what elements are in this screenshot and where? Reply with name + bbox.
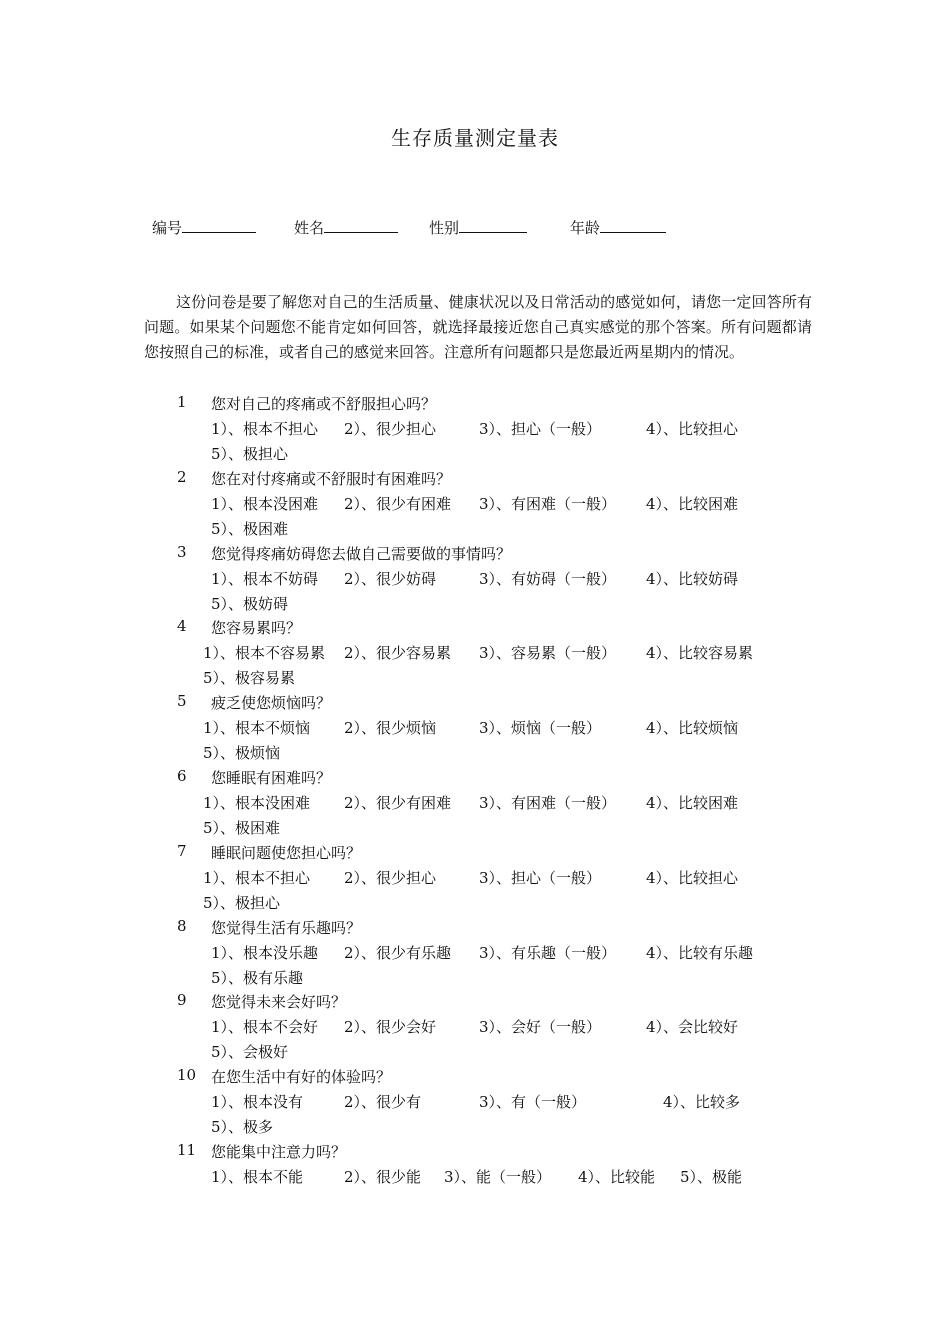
answer-option[interactable]: 1）、根本没乐趣 <box>211 943 319 962</box>
answer-option[interactable]: 5）、会极好 <box>211 1043 289 1062</box>
answer-option[interactable]: 4）、比较妨碍 <box>646 569 739 588</box>
answer-option[interactable]: 1）、根本不能 <box>211 1168 304 1186</box>
answer-option[interactable]: 5）、极容易累 <box>203 669 296 688</box>
answer-option[interactable]: 5）、极担心 <box>203 893 281 912</box>
answer-option[interactable]: 5）、极困难 <box>211 519 289 538</box>
answer-option[interactable]: 4）、比较担心 <box>646 868 739 887</box>
question-number: 9 <box>177 991 187 1010</box>
question-text: 疲乏使您烦恼吗？ <box>211 694 332 713</box>
age-label: 年龄 <box>570 219 601 237</box>
page-title: 生存质量测定量表 <box>391 126 559 150</box>
answer-option[interactable]: 4）、比较多 <box>663 1093 741 1112</box>
answer-option[interactable]: 3）、担心（一般） <box>479 868 602 887</box>
question-text: 在您生活中有好的体验吗？ <box>211 1068 392 1087</box>
answer-option[interactable]: 2）、很少有 <box>344 1093 422 1112</box>
answer-option[interactable]: 3）、有（一般） <box>479 1093 587 1112</box>
question-item <box>0 617 950 692</box>
answer-option[interactable]: 4）、比较能 <box>578 1168 656 1186</box>
answer-option[interactable]: 4）、比较困难 <box>646 494 739 513</box>
answer-option[interactable]: 2）、很少烦恼 <box>344 719 437 738</box>
number-label: 编号 <box>152 219 183 237</box>
answer-option[interactable]: 2）、很少有乐趣 <box>344 943 452 962</box>
answer-option[interactable]: 3）、有困难（一般） <box>479 494 617 513</box>
name-field[interactable] <box>294 217 398 238</box>
answer-option[interactable]: 4）、比较困难 <box>646 794 739 812</box>
question-item <box>0 917 950 992</box>
question-number: 11 <box>177 1141 197 1159</box>
question-number: 2 <box>177 467 187 486</box>
question-text: 您觉得未来会好吗？ <box>211 993 347 1012</box>
question-item <box>0 393 950 468</box>
answer-option[interactable]: 1）、根本不烦恼 <box>203 719 311 738</box>
answer-option[interactable]: 2）、很少容易累 <box>344 644 452 663</box>
answer-option[interactable]: 4）、会比较好 <box>646 1018 739 1037</box>
question-item <box>0 543 950 618</box>
answer-option[interactable]: 2）、很少有困难 <box>344 794 452 812</box>
answer-option[interactable]: 3）、烦恼（一般） <box>479 719 602 738</box>
name-label: 姓名 <box>294 219 325 237</box>
question-number: 1 <box>177 393 187 411</box>
question-number: 8 <box>177 916 187 935</box>
answer-option[interactable]: 2）、很少妨碍 <box>344 569 437 588</box>
question-number: 5 <box>177 692 187 711</box>
question-item <box>0 991 950 1066</box>
answer-option[interactable]: 3）、有妨碍（一般） <box>479 569 617 588</box>
answer-option[interactable]: 2）、很少担心 <box>344 420 437 438</box>
answer-option[interactable]: 2）、很少会好 <box>344 1018 437 1037</box>
answer-option[interactable]: 3）、有乐趣（一般） <box>479 943 617 962</box>
age-field[interactable] <box>570 217 666 238</box>
answer-option[interactable]: 4）、比较有乐趣 <box>646 943 754 962</box>
answer-option[interactable]: 5）、极担心 <box>211 445 289 463</box>
answer-option[interactable]: 5）、极有乐趣 <box>211 968 304 987</box>
answer-option[interactable]: 5）、极能 <box>680 1168 743 1186</box>
question-number: 10 <box>177 1066 197 1085</box>
gender-field[interactable] <box>429 217 527 238</box>
gender-label: 性别 <box>429 219 460 237</box>
intro-paragraph: 这份问卷是要了解您对自己的生活质量、健康状况以及日常活动的感觉如何，请您一定回答所有问题。如果某个问题您不能肯定如何回答，就选择最接近您自己真实感觉的那个答案。所有问题都请您按照自己的标准，或者自己的感觉来回答。注意所有问题都只是您最近两星期内的情况。 <box>144 293 812 361</box>
answer-option[interactable]: 5）、极困难 <box>203 819 281 837</box>
age-blank[interactable] <box>600 218 666 233</box>
question-text: 您觉得生活有乐趣吗？ <box>211 918 362 937</box>
answer-option[interactable]: 1）、根本不担心 <box>203 868 311 887</box>
answer-option[interactable]: 2）、很少担心 <box>344 868 437 887</box>
question-text: 睡眠问题使您担心吗？ <box>211 843 362 862</box>
answer-option[interactable]: 5）、极多 <box>211 1118 274 1137</box>
question-text: 您对自己的疼痛或不舒服担心吗？ <box>211 395 437 413</box>
answer-option[interactable]: 2）、很少有困难 <box>344 494 452 513</box>
answer-option[interactable]: 1）、根本没困难 <box>203 794 311 812</box>
answer-option[interactable]: 4）、比较烦恼 <box>646 719 739 738</box>
question-number: 6 <box>177 767 187 785</box>
question-number: 7 <box>177 841 187 860</box>
question-item <box>0 468 950 543</box>
question-item <box>0 1141 950 1216</box>
answer-option[interactable]: 4）、比较容易累 <box>646 644 754 663</box>
question-number: 4 <box>177 617 187 636</box>
gender-blank[interactable] <box>459 218 527 233</box>
answer-option[interactable]: 1）、根本没有 <box>211 1093 304 1112</box>
question-item <box>0 767 950 842</box>
answer-option[interactable]: 5）、极烦恼 <box>203 744 281 763</box>
number-field[interactable] <box>152 217 256 238</box>
question-text: 您能集中注意力吗？ <box>211 1143 347 1161</box>
number-blank[interactable] <box>182 218 256 233</box>
question-number: 3 <box>177 542 187 561</box>
answer-option[interactable]: 1）、根本不担心 <box>211 420 319 438</box>
answer-option[interactable]: 4）、比较担心 <box>646 420 739 438</box>
answer-option[interactable]: 3）、容易累（一般） <box>479 644 617 663</box>
answer-option[interactable]: 1）、根本不容易累 <box>203 644 326 663</box>
answer-option[interactable]: 3）、有困难（一般） <box>479 794 617 812</box>
question-text: 您睡眠有困难吗？ <box>211 769 332 787</box>
answer-option[interactable]: 3）、会好（一般） <box>479 1018 602 1037</box>
answer-option[interactable]: 1）、根本不妨碍 <box>211 569 319 588</box>
answer-option[interactable]: 1）、根本没困难 <box>211 494 319 513</box>
question-text: 您在对付疼痛或不舒服时有困难吗？ <box>211 469 452 488</box>
question-item <box>0 1066 950 1141</box>
answer-option[interactable]: 2）、很少能 <box>344 1168 422 1186</box>
answer-option[interactable]: 3）、担心（一般） <box>479 420 602 438</box>
answer-option[interactable]: 5）、极妨碍 <box>211 594 289 613</box>
question-text: 您觉得疼痛妨碍您去做自己需要做的事情吗？ <box>211 544 512 563</box>
question-item <box>0 692 950 767</box>
question-text: 您容易累吗？ <box>211 619 302 638</box>
answer-option[interactable]: 1）、根本不会好 <box>211 1018 319 1037</box>
question-item <box>0 842 950 917</box>
answer-option[interactable]: 3）、能（一般） <box>444 1168 552 1186</box>
name-blank[interactable] <box>324 218 398 233</box>
